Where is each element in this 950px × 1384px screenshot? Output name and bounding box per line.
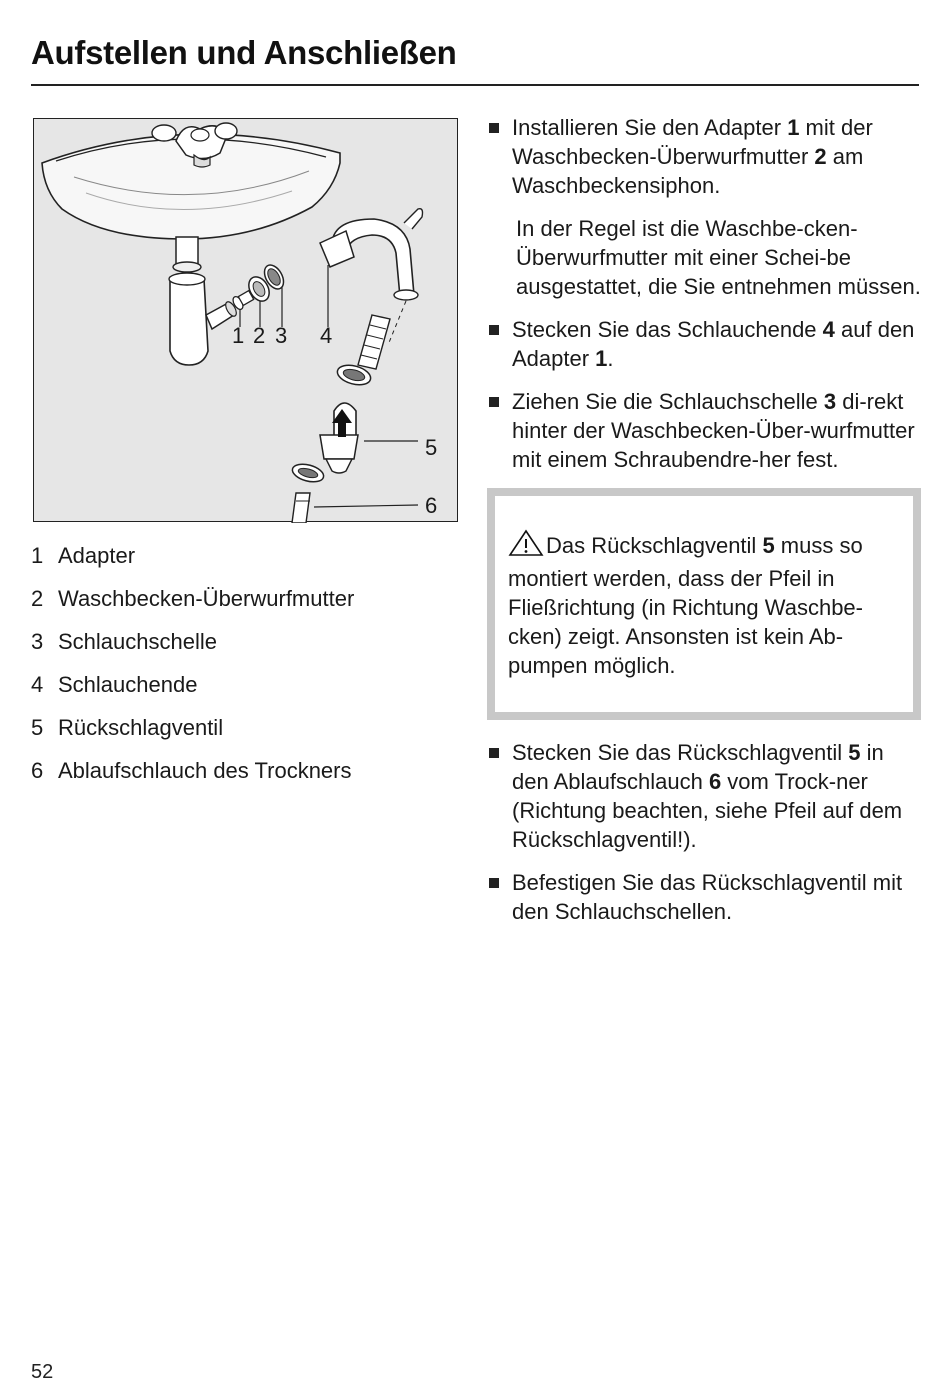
legend-label: Rückschlagventil [58, 715, 224, 740]
callout-label-5: 5 [425, 435, 438, 460]
legend-item [31, 760, 354, 803]
instruction-step [489, 387, 921, 474]
instruction-step [489, 113, 921, 200]
title-divider [31, 84, 919, 86]
warning-text: Das Rückschlagventil 5 muss so montiert werden, dass der Pfeil in Fließrichtung (in Richtung Waschbe-cken) zeigt. Ansonsten ist kein Ab-pumpen möglich. [508, 529, 901, 680]
legend-label: Waschbecken-Überwurfmutter [58, 586, 355, 611]
bullet-square-icon [489, 397, 499, 407]
installation-illustration [33, 118, 458, 522]
page-number: 52 [31, 1361, 54, 1383]
legend-label: Ablaufschlauch des Trockners [58, 758, 352, 783]
parts-legend [31, 545, 354, 803]
legend-item [31, 631, 354, 674]
step-text: Stecken Sie das Schlauchende 4 auf den Adapter 1. [512, 317, 915, 371]
callout-label-2: 2 [253, 323, 266, 348]
instruction-step [489, 868, 921, 926]
legend-item [31, 588, 354, 631]
instructions-column [489, 113, 921, 940]
callout-label-1: 1 [232, 323, 245, 348]
page-title: Aufstellen und Anschließen [31, 34, 457, 71]
instruction-step [489, 315, 921, 373]
warning-box [487, 488, 921, 720]
legend-number: 5 [31, 715, 44, 740]
legend-label: Schlauchschelle [58, 629, 217, 654]
sink-siphon-drawing [34, 119, 459, 523]
instruction-note [516, 214, 921, 301]
bullet-square-icon [489, 748, 499, 758]
legend-number: 6 [31, 758, 44, 783]
note-text: In der Regel ist die Waschbe-cken-Überwurfmutter mit einer Schei-be ausgestattet, die Sie entnehmen müssen. [516, 216, 921, 299]
warning-triangle-icon [508, 529, 544, 564]
legend-item [31, 717, 354, 760]
step-text: Installieren Sie den Adapter 1 mit der Waschbecken-Überwurfmutter 2 am Waschbeckensiphon. [512, 115, 873, 198]
bullet-square-icon [489, 123, 499, 133]
legend-number: 1 [31, 543, 44, 568]
instruction-step [489, 738, 921, 854]
step-text: Stecken Sie das Rückschlagventil 5 in den Ablaufschlauch 6 vom Trock-ner (Richtung beachten, siehe Pfeil auf dem Rückschlagventil!). [512, 740, 903, 852]
legend-item [31, 674, 354, 717]
legend-item [31, 545, 354, 588]
callout-label-4: 4 [320, 323, 333, 348]
callout-label-6: 6 [425, 493, 438, 518]
bullet-square-icon [489, 325, 499, 335]
legend-label: Adapter [58, 543, 136, 568]
bullet-square-icon [489, 878, 499, 888]
callout-label-3: 3 [275, 323, 288, 348]
legend-number: 4 [31, 672, 44, 697]
step-text: Ziehen Sie die Schlauchschelle 3 di-rekt hinter der Waschbecken-Über-wurfmutter mit einem Schraubendre-her fest. [512, 389, 915, 472]
step-text: Befestigen Sie das Rückschlagventil mit den Schlauchschellen. [512, 870, 903, 924]
legend-label: Schlauchende [58, 672, 198, 697]
legend-number: 2 [31, 586, 44, 611]
legend-number: 3 [31, 629, 44, 654]
